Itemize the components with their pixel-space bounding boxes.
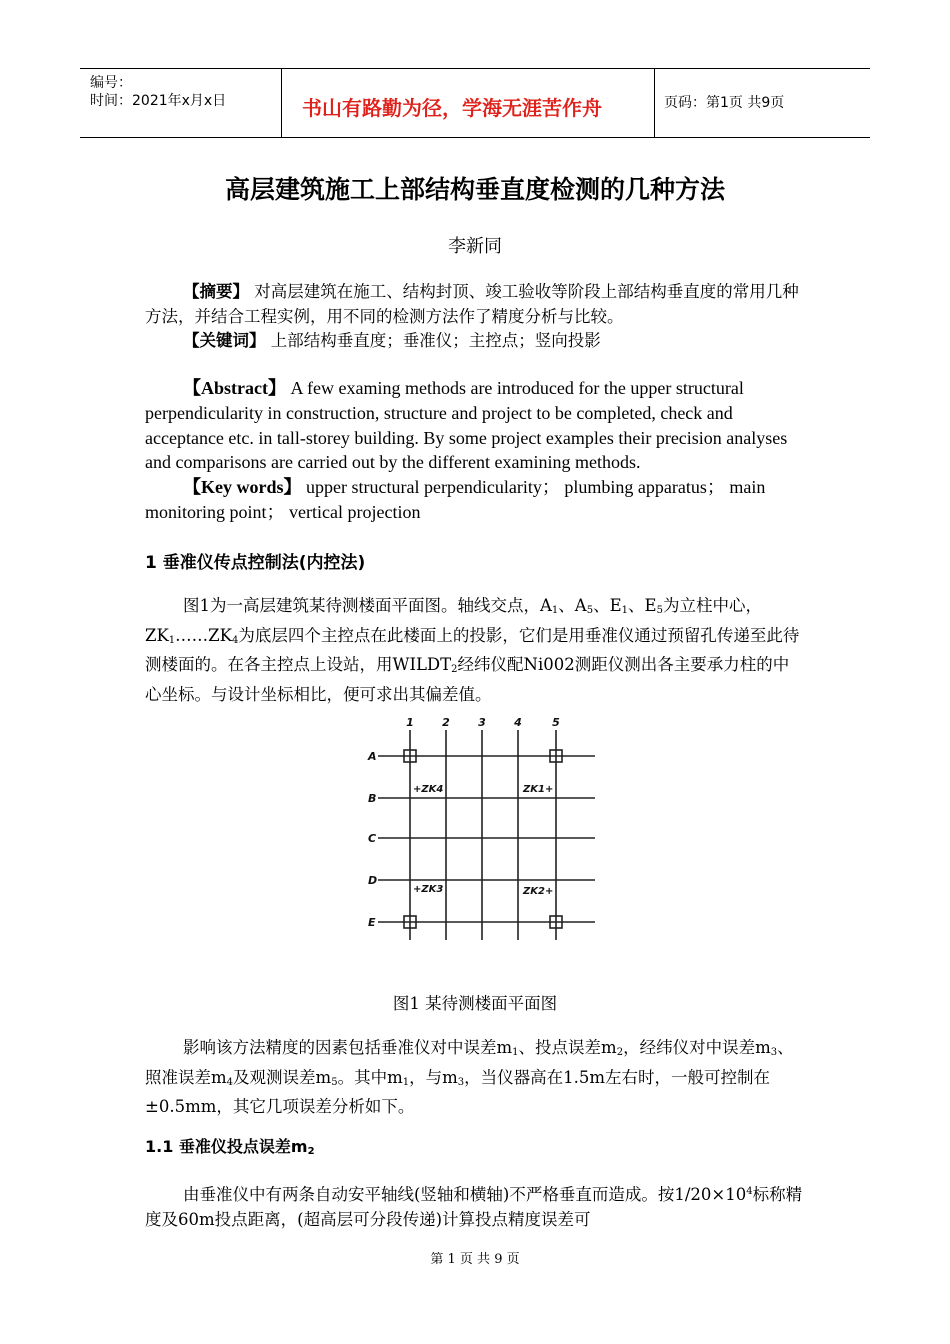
row-label-d: D bbox=[368, 874, 378, 887]
time-label: 时间：2021年x月x日 bbox=[90, 93, 227, 109]
abstract-en bbox=[145, 376, 805, 525]
section-1-heading: 1 垂准仪传点控制法(内控法) bbox=[145, 553, 366, 573]
motto: 书山有路勤为径，学海无涯苦作舟 bbox=[302, 96, 602, 120]
row-label-b: B bbox=[368, 792, 377, 805]
point-label-zk3: +ZK3 bbox=[413, 884, 444, 895]
abstract-cn bbox=[145, 280, 805, 354]
point-label-zk2: ZK2+ bbox=[523, 886, 554, 897]
abstract-cn-text: 对高层建筑在施工、结构封顶、竣工验收等阶段上部结构垂直度的常用几种方法，并结合工程实例，用不同的检测方法作了精度分析与比较。 bbox=[145, 282, 799, 326]
header-table bbox=[80, 68, 870, 138]
col-label-2: 2 bbox=[442, 716, 450, 729]
row-label-e: E bbox=[368, 916, 376, 929]
page-label: 页码：第1页 共9页 bbox=[664, 95, 785, 111]
header-divider bbox=[281, 69, 282, 137]
page-footer: 第 1 页 共 9 页 bbox=[430, 1252, 520, 1267]
keywords-cn-text: 上部结构垂直度；垂准仪；主控点；竖向投影 bbox=[265, 331, 601, 350]
floor-plan-figure bbox=[360, 712, 610, 942]
section-1-paragraph: 图1为一高层建筑某待测楼面平面图。轴线交点，$A_1$、$A_5$、$E_1$、$E_5$为立柱中心，$ZK_1\dots\dots ZK_4$为底层四个主控点在此楼面上的投影，它们是用垂准仪通过预留孔传递至此待测楼面的。在各主控点上设站，用$WILDT_2$经纬仪配Ni002测距仪测出各主要承力柱的中心坐标。与设计坐标相比，便可求出其偏差值。 bbox=[145, 596, 800, 704]
point-label-zk4: +ZK4 bbox=[413, 784, 444, 795]
figure-caption: 图1 某待测楼面平面图 bbox=[392, 994, 558, 1013]
col-label-4: 4 bbox=[514, 716, 522, 729]
col-label-3: 3 bbox=[478, 716, 486, 729]
keywords-en-text: upper structural perpendicularity； plumbing apparatus； main monitoring point； vertical projection bbox=[145, 477, 766, 522]
number-label: 编号： bbox=[90, 75, 132, 91]
paragraph-plumb-error: 由垂准仪中有两条自动安平轴线(竖轴和横轴)不严格垂直而造成。按$1/20\times 10^4$标称精度及60m投点距离，(超高层可分段传递)计算投点精度误差可 bbox=[145, 1185, 803, 1229]
author: 李新同 bbox=[448, 236, 502, 257]
page-title: 高层建筑施工上部结构垂直度检测的几种方法 bbox=[224, 175, 725, 204]
point-label-zk1: ZK1+ bbox=[523, 784, 554, 795]
abstract-en-label: 【Abstract】 bbox=[183, 378, 286, 398]
row-label-a: A bbox=[368, 750, 377, 763]
header-divider bbox=[654, 69, 655, 137]
keywords-en-label: 【Key words】 bbox=[183, 477, 302, 498]
col-label-5: 5 bbox=[552, 716, 560, 729]
keywords-cn-label: 【关键词】 bbox=[183, 331, 266, 350]
section-1-1-heading: 1.1 垂准仪投点误差$m_2$ bbox=[145, 1137, 315, 1157]
paragraph-error-factors: 影响该方法精度的因素包括垂准仪对中误差$m_1$、投点误差$m_2$，经纬仪对中误差$m_3$、照准误差$m_4$及观测误差$m_5$。其中$m_1$，与$m_3$，当仪器高在1.5m左右时，一般可控制在±0.5mm，其它几项误差分析如下。 bbox=[145, 1038, 794, 1116]
row-label-c: C bbox=[368, 832, 377, 845]
abstract-en-text: A few examing methods are introduced for the upper structural perpendicularity in construction, structure and project to be completed, check and acceptance etc. in tall-storey building. By some project examples their precision analyses and comparisons are carried out by the different examining methods. bbox=[145, 378, 788, 473]
col-label-1: 1 bbox=[406, 716, 414, 729]
abstract-cn-label: 【摘要】 bbox=[183, 282, 249, 301]
